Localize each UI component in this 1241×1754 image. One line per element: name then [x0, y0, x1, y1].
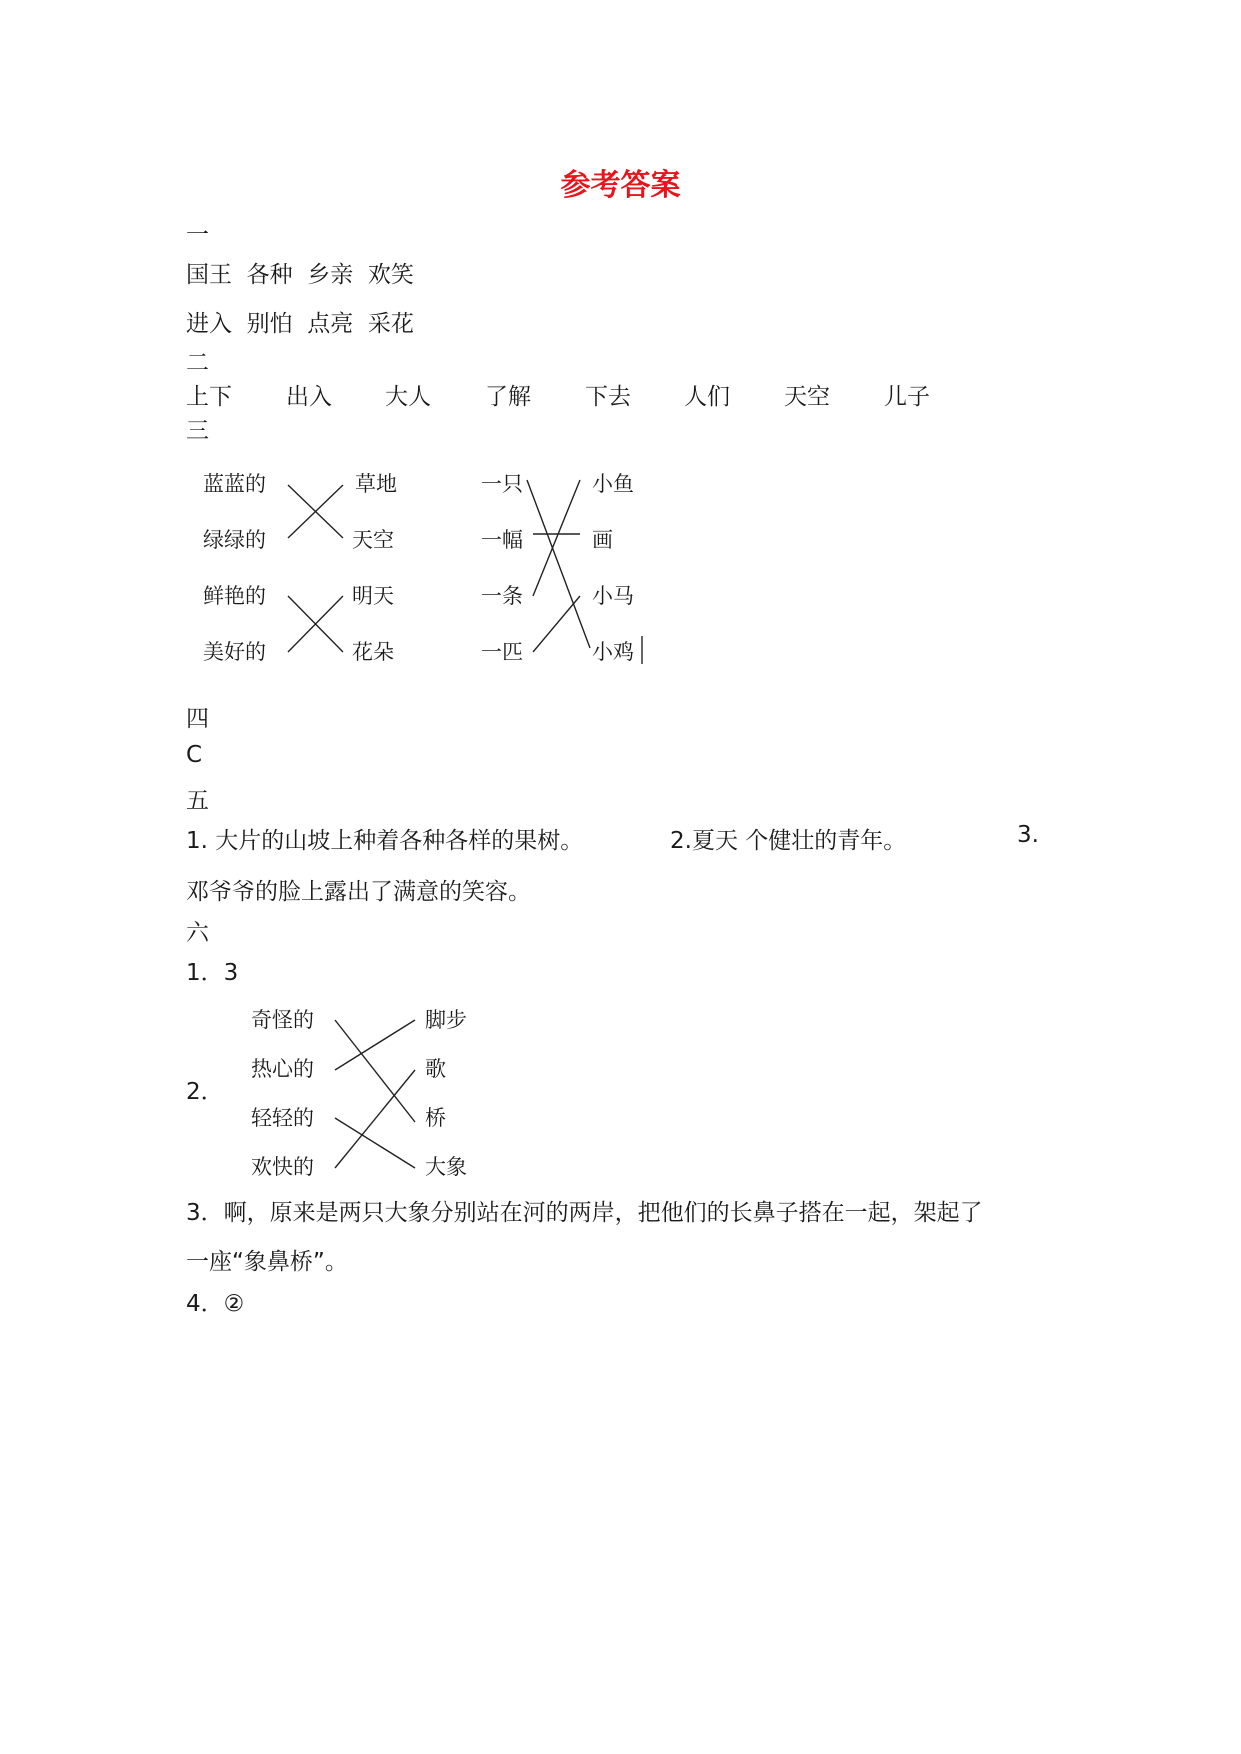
s5-item-1: 1. 大片的山坡上种着各种各样的果树。: [186, 828, 584, 854]
s3a-left-item: 鲜艳的: [203, 584, 266, 608]
s3a-left-item: 绿绿的: [203, 528, 266, 552]
s2-word: 出入: [286, 384, 332, 410]
s3b-left-item: 一条: [481, 584, 523, 608]
match-line-b1: [527, 480, 590, 648]
s6-q2-right-item: 歌: [425, 1057, 446, 1081]
s6-q3-line2: 一座“象鼻桥”。: [186, 1249, 348, 1275]
match-line-b4: [533, 596, 580, 652]
match-line-c3: [335, 1118, 415, 1168]
s2-word: 了解: [485, 384, 531, 410]
section-3-heading: 三: [186, 418, 209, 444]
s3a-right-item: 天空: [352, 528, 394, 552]
s3a-left-item: 蓝蓝的: [203, 472, 266, 496]
s6-q2-right-item: 大象: [425, 1155, 467, 1179]
s5-item-3-text: 邓爷爷的脸上露出了满意的笑容。: [186, 879, 531, 905]
s2-word: 下去: [585, 384, 631, 410]
match-line-b3: [533, 480, 580, 596]
s6-q1: 1．3: [186, 960, 239, 986]
s1-word: 各种: [246, 262, 293, 288]
s3b-left-item: 一幅: [481, 528, 523, 552]
s1-word: 乡亲: [307, 262, 354, 288]
s6-q2-left-item: 奇怪的: [251, 1008, 314, 1032]
s3b-right-item: 画: [592, 528, 613, 552]
page-title: 参考答案: [560, 168, 681, 203]
s1-word: 点亮: [307, 311, 354, 337]
s2-word: 儿子: [884, 384, 930, 410]
s1-word: 欢笑: [367, 262, 414, 288]
s6-q2-right-item: 脚步: [425, 1008, 467, 1032]
section-1-heading: 一: [186, 222, 209, 248]
s1-word: 别怕: [246, 311, 293, 337]
s2-word: 人们: [684, 384, 730, 410]
s6-q2-left-item: 轻轻的: [251, 1106, 314, 1130]
s4-answer: C: [186, 742, 203, 768]
s6-q4: 4．②: [186, 1291, 245, 1317]
section-2-heading: 二: [186, 350, 209, 376]
s3b-left-item: 一只: [481, 472, 523, 496]
s5-item-2: 2.夏天 个健壮的青年。: [670, 828, 907, 854]
s6-q2-right-item: 桥: [425, 1106, 446, 1130]
s3b-left-item: 一匹: [481, 640, 523, 664]
s3b-right-item: 小鱼: [592, 472, 634, 496]
match-line-c2: [335, 1020, 415, 1070]
s3b-right-item: 小马: [592, 584, 634, 608]
s6-q2-left-item: 热心的: [251, 1057, 314, 1081]
s3a-right-item: 草地: [355, 472, 397, 496]
match-line-c4: [335, 1070, 415, 1168]
s2-word: 天空: [784, 384, 830, 410]
s6-q3-line1: 3．啊，原来是两只大象分别站在河的两岸，把他们的长鼻子搭在一起，架起了: [186, 1200, 983, 1226]
s3a-left-item: 美好的: [203, 640, 266, 664]
match-line-c1: [335, 1020, 415, 1122]
s3b-right-item: 小鸡: [592, 640, 634, 664]
section-6-heading: 六: [186, 920, 209, 946]
s6-q2-left-item: 欢快的: [251, 1155, 314, 1179]
s2-word: 上下: [186, 384, 232, 410]
s3a-right-item: 花朵: [352, 640, 394, 664]
s1-word: 国王: [186, 262, 232, 288]
s3a-right-item: 明天: [352, 584, 394, 608]
s5-item-3-number: 3.: [1017, 822, 1039, 848]
s1-word: 采花: [367, 311, 414, 337]
s2-word: 大人: [385, 384, 431, 410]
section-5-heading: 五: [186, 788, 209, 814]
s1-word: 进入: [186, 311, 232, 337]
s6-q2-label: 2．: [186, 1079, 224, 1105]
section-4-heading: 四: [186, 706, 209, 732]
